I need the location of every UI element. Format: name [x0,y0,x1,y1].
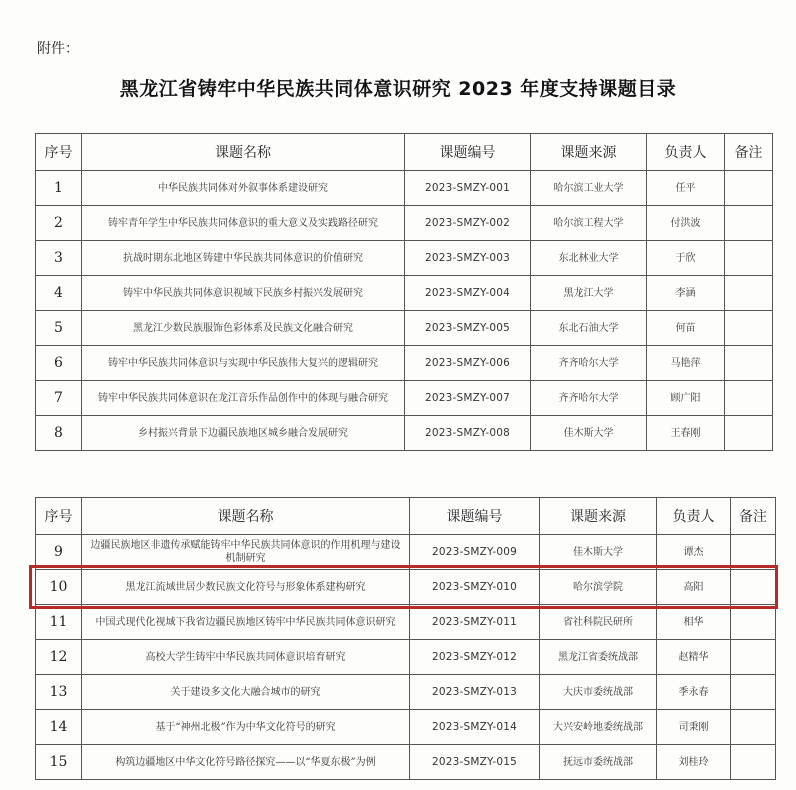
cell-code: 2023-SMZY-011 [410,605,540,640]
cell-number: 10 [36,570,82,605]
cell-remark [731,640,776,675]
cell-topic: 构筑边疆地区中华文化符号路径探究——以“华夏东极”为例 [82,745,410,780]
cell-topic: 铸牢中华民族共同体意识与实现中华民族伟大复兴的逻辑研究 [82,346,405,381]
cell-remark [731,675,776,710]
table-header-row [36,134,773,171]
cell-number: 14 [36,710,82,745]
cell-topic: 中国式现代化视域下我省边疆民族地区铸牢中华民族共同体意识研究 [82,605,410,640]
cell-leader: 李涵 [647,276,725,311]
table-row [36,241,773,276]
cell-leader: 于欣 [647,241,725,276]
cell-leader: 马艳萍 [647,346,725,381]
project-table-1 [35,133,773,451]
cell-remark [725,381,773,416]
cell-source: 哈尔滨工程大学 [531,206,647,241]
cell-leader: 高阳 [657,570,731,605]
cell-number: 6 [36,346,82,381]
cell-remark [725,276,773,311]
cell-code: 2023-SMZY-007 [405,381,531,416]
cell-number: 15 [36,745,82,780]
header-code: 课题编号 [410,498,540,535]
header-remark: 备注 [725,134,773,171]
table-row [36,206,773,241]
cell-number: 4 [36,276,82,311]
cell-code: 2023-SMZY-006 [405,346,531,381]
cell-leader: 王春刚 [647,416,725,451]
cell-topic: 铸牢中华民族共同体意识视域下民族乡村振兴发展研究 [82,276,405,311]
cell-source: 哈尔滨学院 [540,570,657,605]
cell-number: 7 [36,381,82,416]
cell-code: 2023-SMZY-010 [410,570,540,605]
cell-source: 齐齐哈尔大学 [531,346,647,381]
cell-remark [731,710,776,745]
cell-topic: 高校大学生铸牢中华民族共同体意识培育研究 [82,640,410,675]
cell-source: 佳木斯大学 [531,416,647,451]
cell-leader: 顾广阳 [647,381,725,416]
project-table-2 [35,497,776,780]
cell-topic: 中华民族共同体对外叙事体系建设研究 [82,171,405,206]
cell-topic: 基于“神州北极”作为中华文化符号的研究 [82,710,410,745]
cell-number: 13 [36,675,82,710]
cell-topic: 铸牢中华民族共同体意识在龙江音乐作品创作中的体现与融合研究 [82,381,405,416]
table-row [36,605,776,640]
cell-code: 2023-SMZY-005 [405,311,531,346]
document-title: 黑龙江省铸牢中华民族共同体意识研究 2023 年度支持课题目录 [119,78,677,100]
cell-code: 2023-SMZY-013 [410,675,540,710]
table-row [36,171,773,206]
cell-leader: 刘桂玲 [657,745,731,780]
cell-code: 2023-SMZY-001 [405,171,531,206]
cell-source: 大兴安岭地委统战部 [540,710,657,745]
header-no: 序号 [36,134,82,171]
cell-source: 东北石油大学 [531,311,647,346]
cell-topic: 关于建设多文化大融合城市的研究 [82,675,410,710]
cell-topic: 黑龙江流域世居少数民族文化符号与形象体系建构研究 [82,570,410,605]
table-row [36,640,776,675]
header-leader: 负责人 [657,498,731,535]
cell-leader: 季永春 [657,675,731,710]
highlight-box-row-10 [29,565,778,609]
cell-source: 哈尔滨工业大学 [531,171,647,206]
table-row [36,381,773,416]
cell-source: 抚远市委统战部 [540,745,657,780]
cell-topic: 黑龙江少数民族服饰色彩体系及民族文化融合研究 [82,311,405,346]
cell-remark [725,311,773,346]
cell-source: 黑龙江大学 [531,276,647,311]
cell-source: 齐齐哈尔大学 [531,381,647,416]
cell-source: 佳木斯大学 [540,535,657,570]
table-row [36,311,773,346]
cell-remark [725,171,773,206]
cell-code: 2023-SMZY-014 [410,710,540,745]
cell-code: 2023-SMZY-004 [405,276,531,311]
header-remark: 备注 [731,498,776,535]
table-row [36,276,773,311]
cell-number: 12 [36,640,82,675]
cell-remark [725,241,773,276]
cell-topic: 边疆民族地区非遗传承赋能铸牢中华民族共同体意识的作用机理与建设机制研究 [82,535,410,570]
cell-remark [725,206,773,241]
cell-code: 2023-SMZY-008 [405,416,531,451]
cell-remark [731,745,776,780]
cell-leader: 司秉刚 [657,710,731,745]
cell-number: 2 [36,206,82,241]
cell-code: 2023-SMZY-012 [410,640,540,675]
cell-leader: 何苗 [647,311,725,346]
cell-source: 黑龙江省委统战部 [540,640,657,675]
cell-leader: 谭杰 [657,535,731,570]
cell-number: 11 [36,605,82,640]
cell-leader: 赵精华 [657,640,731,675]
cell-number: 5 [36,311,82,346]
header-topic: 课题名称 [82,498,410,535]
cell-code: 2023-SMZY-015 [410,745,540,780]
cell-topic: 铸牢青年学生中华民族共同体意识的重大意义及实践路径研究 [82,206,405,241]
header-source: 课题来源 [531,134,647,171]
header-leader: 负责人 [647,134,725,171]
table-header-row [36,498,776,535]
header-code: 课题编号 [405,134,531,171]
header-topic: 课题名称 [82,134,405,171]
table-row [36,416,773,451]
table-row [36,675,776,710]
cell-number: 9 [36,535,82,570]
cell-remark [725,416,773,451]
cell-topic: 乡村振兴背景下边疆民族地区城乡融合发展研究 [82,416,405,451]
cell-source: 大庆市委统战部 [540,675,657,710]
cell-code: 2023-SMZY-003 [405,241,531,276]
table-row [36,346,773,381]
cell-leader: 付洪波 [647,206,725,241]
cell-number: 3 [36,241,82,276]
cell-remark [731,605,776,640]
attachment-label: 附件： [37,41,79,57]
cell-number: 1 [36,171,82,206]
cell-source: 省社科院民研所 [540,605,657,640]
cell-number: 8 [36,416,82,451]
cell-leader: 任平 [647,171,725,206]
cell-code: 2023-SMZY-009 [410,535,540,570]
header-no: 序号 [36,498,82,535]
header-source: 课题来源 [540,498,657,535]
table-row [36,710,776,745]
cell-code: 2023-SMZY-002 [405,206,531,241]
cell-leader: 相华 [657,605,731,640]
cell-remark [725,346,773,381]
table-row [36,745,776,780]
cell-topic: 抗战时期东北地区铸建中华民族共同体意识的价值研究 [82,241,405,276]
cell-source: 东北林业大学 [531,241,647,276]
